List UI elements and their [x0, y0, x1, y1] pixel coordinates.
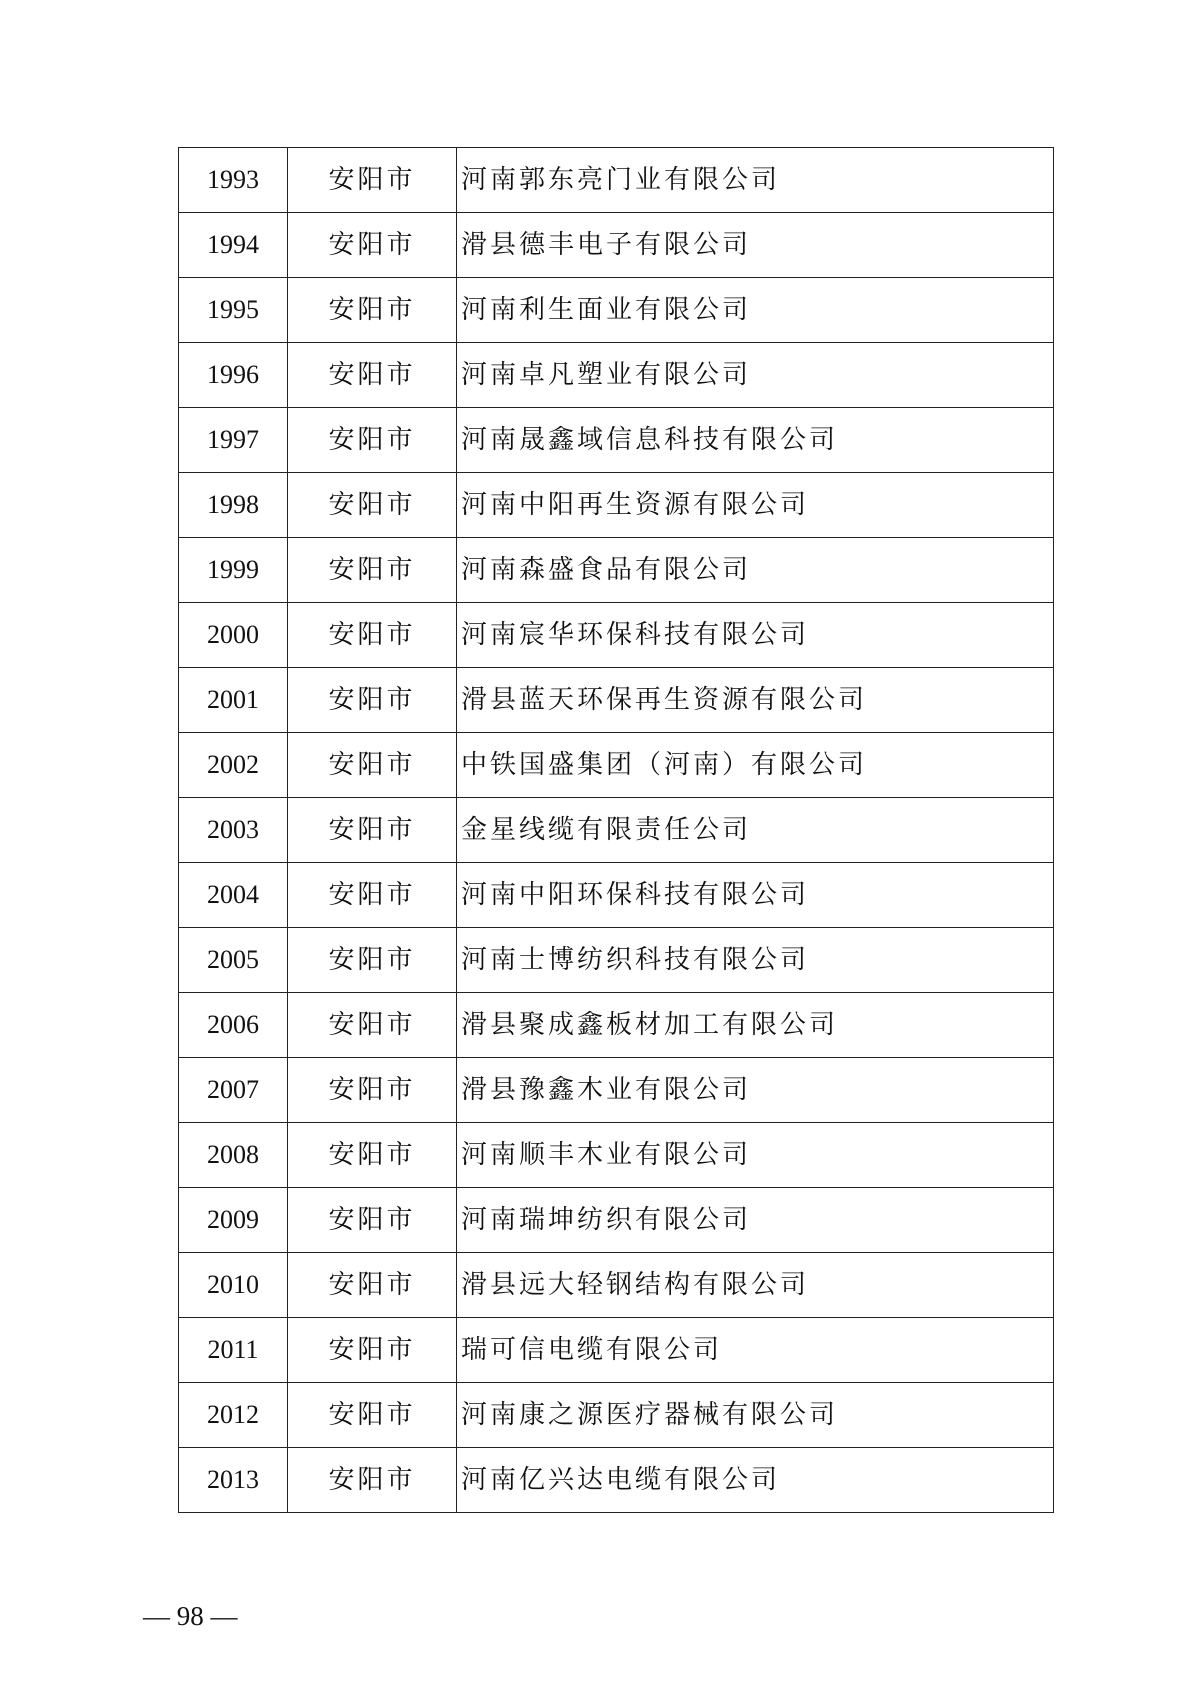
table-row [179, 733, 1054, 798]
company-name-cell: 瑞可信电缆有限公司 [457, 1318, 1054, 1383]
row-number-cell: 2004 [179, 863, 288, 928]
company-name-cell: 滑县德丰电子有限公司 [457, 213, 1054, 278]
table-row [179, 863, 1054, 928]
city-cell: 安阳市 [288, 408, 457, 473]
company-name-cell: 金星线缆有限责任公司 [457, 798, 1054, 863]
table-row [179, 278, 1054, 343]
city-cell: 安阳市 [288, 928, 457, 993]
city-cell: 安阳市 [288, 668, 457, 733]
city-cell: 安阳市 [288, 473, 457, 538]
table-row [179, 1318, 1054, 1383]
city-cell: 安阳市 [288, 278, 457, 343]
table-body [179, 148, 1054, 1513]
city-cell: 安阳市 [288, 1123, 457, 1188]
city-cell: 安阳市 [288, 798, 457, 863]
company-name-cell: 中铁国盛集团（河南）有限公司 [457, 733, 1054, 798]
table-row [179, 928, 1054, 993]
city-cell: 安阳市 [288, 733, 457, 798]
company-name-cell: 河南瑞坤纺织有限公司 [457, 1188, 1054, 1253]
company-name-cell: 河南宸华环保科技有限公司 [457, 603, 1054, 668]
table-row [179, 1058, 1054, 1123]
row-number-cell: 1995 [179, 278, 288, 343]
table-row [179, 993, 1054, 1058]
company-name-cell: 河南顺丰木业有限公司 [457, 1123, 1054, 1188]
city-cell: 安阳市 [288, 538, 457, 603]
company-name-cell: 河南晟鑫域信息科技有限公司 [457, 408, 1054, 473]
city-cell: 安阳市 [288, 213, 457, 278]
table-row [179, 603, 1054, 668]
city-cell: 安阳市 [288, 1448, 457, 1513]
table-row [179, 1383, 1054, 1448]
row-number-cell: 2010 [179, 1253, 288, 1318]
table-row [179, 408, 1054, 473]
row-number-cell: 1993 [179, 148, 288, 213]
table-row [179, 1448, 1054, 1513]
row-number-cell: 2005 [179, 928, 288, 993]
row-number-cell: 1998 [179, 473, 288, 538]
row-number-cell: 1996 [179, 343, 288, 408]
city-cell: 安阳市 [288, 1318, 457, 1383]
table-row [179, 538, 1054, 603]
city-cell: 安阳市 [288, 603, 457, 668]
row-number-cell: 1999 [179, 538, 288, 603]
table-row [179, 473, 1054, 538]
city-cell: 安阳市 [288, 343, 457, 408]
city-cell: 安阳市 [288, 993, 457, 1058]
city-cell: 安阳市 [288, 1253, 457, 1318]
row-number-cell: 2000 [179, 603, 288, 668]
city-cell: 安阳市 [288, 1188, 457, 1253]
row-number-cell: 2013 [179, 1448, 288, 1513]
row-number-cell: 2007 [179, 1058, 288, 1123]
table-row [179, 1188, 1054, 1253]
city-cell: 安阳市 [288, 1383, 457, 1448]
row-number-cell: 2011 [179, 1318, 288, 1383]
company-name-cell: 滑县聚成鑫板材加工有限公司 [457, 993, 1054, 1058]
company-name-cell: 滑县远大轻钢结构有限公司 [457, 1253, 1054, 1318]
row-number-cell: 2003 [179, 798, 288, 863]
company-name-cell: 河南士博纺织科技有限公司 [457, 928, 1054, 993]
table-row [179, 343, 1054, 408]
city-cell: 安阳市 [288, 1058, 457, 1123]
company-name-cell: 河南中阳环保科技有限公司 [457, 863, 1054, 928]
city-cell: 安阳市 [288, 863, 457, 928]
company-name-cell: 河南利生面业有限公司 [457, 278, 1054, 343]
company-name-cell: 滑县蓝天环保再生资源有限公司 [457, 668, 1054, 733]
company-name-cell: 河南卓凡塑业有限公司 [457, 343, 1054, 408]
table-row [179, 148, 1054, 213]
company-name-cell: 河南郭东亮门业有限公司 [457, 148, 1054, 213]
row-number-cell: 1994 [179, 213, 288, 278]
table-row [179, 1253, 1054, 1318]
company-name-cell: 河南亿兴达电缆有限公司 [457, 1448, 1054, 1513]
row-number-cell: 2009 [179, 1188, 288, 1253]
row-number-cell: 2006 [179, 993, 288, 1058]
table-row [179, 213, 1054, 278]
company-name-cell: 河南康之源医疗器械有限公司 [457, 1383, 1054, 1448]
row-number-cell: 2012 [179, 1383, 288, 1448]
company-list-table [178, 147, 1054, 1513]
row-number-cell: 1997 [179, 408, 288, 473]
table-row [179, 798, 1054, 863]
row-number-cell: 2008 [179, 1123, 288, 1188]
company-name-cell: 河南中阳再生资源有限公司 [457, 473, 1054, 538]
company-name-cell: 河南森盛食品有限公司 [457, 538, 1054, 603]
table-row [179, 668, 1054, 733]
table-row [179, 1123, 1054, 1188]
row-number-cell: 2002 [179, 733, 288, 798]
city-cell: 安阳市 [288, 148, 457, 213]
page-number: — 98 — [143, 1601, 238, 1631]
row-number-cell: 2001 [179, 668, 288, 733]
company-name-cell: 滑县豫鑫木业有限公司 [457, 1058, 1054, 1123]
